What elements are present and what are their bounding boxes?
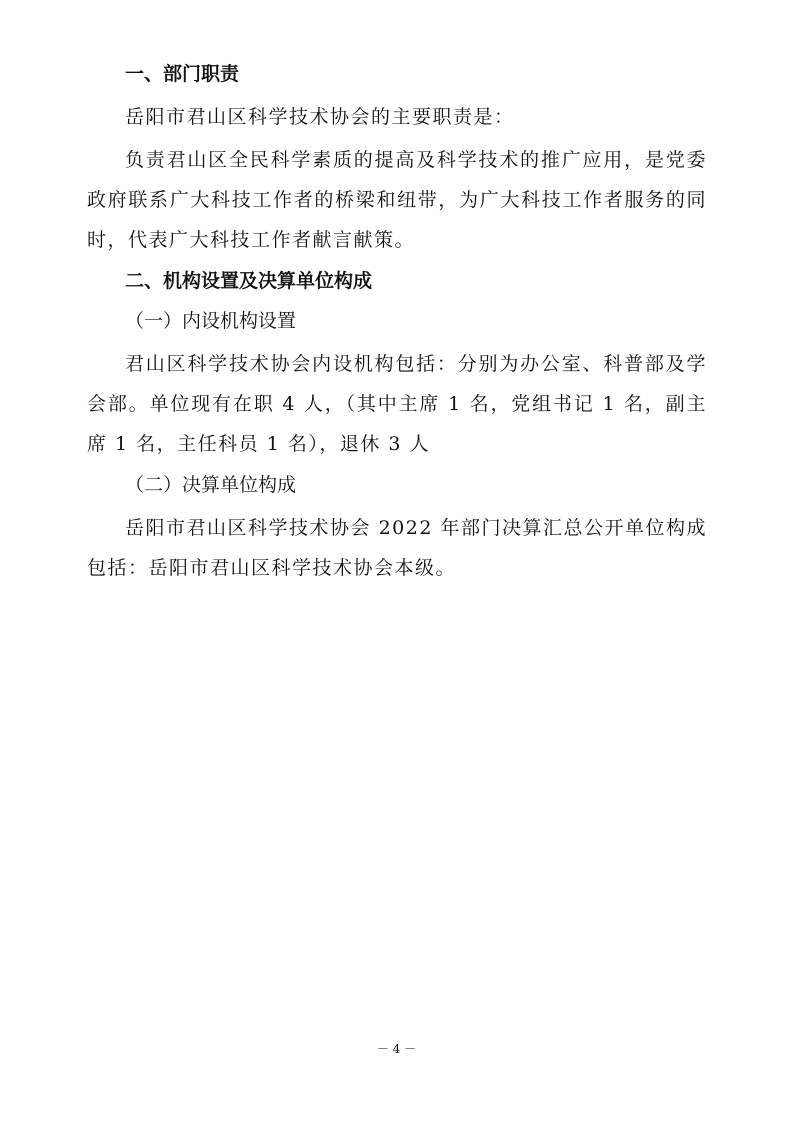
duties-intro: 岳阳市君山区科学技术协会的主要职责是： [125, 106, 515, 128]
document-body [87, 57, 707, 588]
units-paragraph: 岳阳市君山区科学技术协会 2022 年部门决算汇总公开单位构成包括：岳阳市君山区科学技术协会本级。 [87, 517, 707, 579]
internal-structure-paragraph: 君山区科学技术协会内设机构包括：分别为办公室、科普部及学会部。单位现有在职 4 人，（其中主席 1 名，党组书记 1 名，副主席 1 名，主任科员 1 名），退休 3 人 [87, 353, 707, 455]
section-heading-duties: 一、部门职责 [125, 63, 240, 85]
section-heading-structure: 二、机构设置及决算单位构成 [125, 270, 373, 292]
duties-paragraph: 负责君山区全民科学素质的提高及科学技术的推广应用，是党委政府联系广大科技工作者的桥梁和纽带，为广大科技工作者服务的同时，代表广大科技工作者献言献策。 [87, 149, 707, 251]
subsection-heading-units: （二）决算单位构成 [125, 474, 297, 496]
page-number: － 4 － [376, 1042, 417, 1056]
subsection-heading-internal: （一）内设机构设置 [125, 310, 297, 332]
